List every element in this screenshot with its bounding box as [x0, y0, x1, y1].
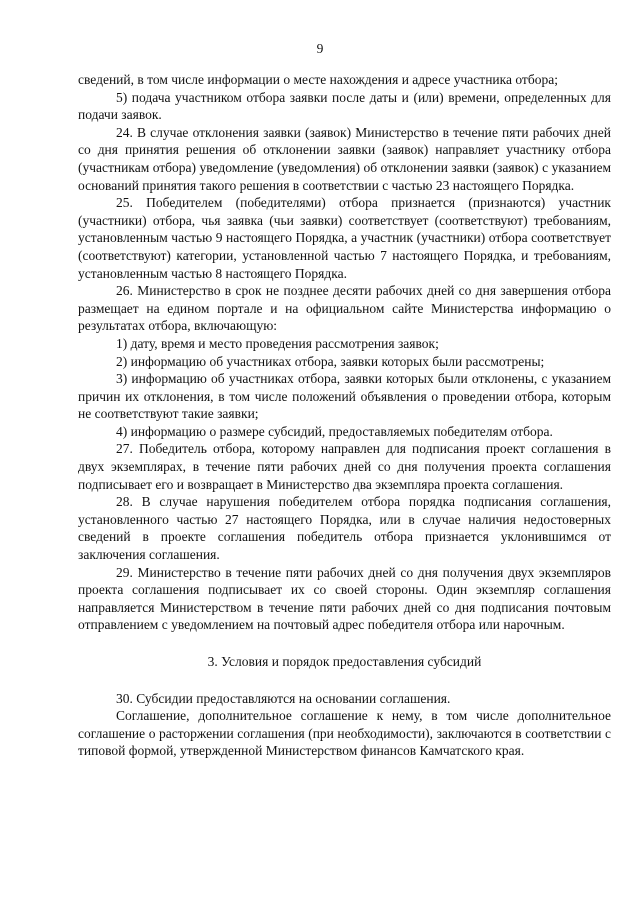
paragraph: 24. В случае отклонения заявки (заявок) Министерство в течение пяти рабочих дней со дня принятия решения об отклонении заявки (заявок) направляет участнику отбора (участникам отбора) уведомление (уведомления) об отклонении заявки (заявок) с указанием оснований принятия такого решения в соответствии с частью 23 настоящего Порядка.	[78, 124, 611, 193]
paragraph: 3) информацию об участниках отбора, заявки которых были отклонены, с указанием причин их отклонения, в том числе положений объявления о проведении отбора, которым не соответствуют такие заявки;	[78, 371, 611, 422]
section-heading: 3. Условия и порядок предоставления субсидий	[207, 654, 482, 669]
paragraph: 27. Победитель отбора, которому направлен для подписания проект соглашения в двух экземплярах, в течение пяти рабочих дней со дня получения проекта соглашения подписывает его и возвращает в Министерство два экземпляра проекта соглашения.	[78, 441, 611, 492]
paragraph: 28. В случае нарушения победителем отбора порядка подписания соглашения, установленного частью 27 настоящего Порядка, или в случае наличия недостоверных сведений в проекте соглашения победитель отбора признается уклонившимся от заключения соглашения.	[78, 494, 611, 563]
paragraph: 4) информацию о размере субсидий, предоставляемых победителям отбора.	[116, 423, 553, 439]
paragraph: 5) подача участником отбора заявки после даты и (или) времени, определенных для подачи заявок.	[78, 89, 611, 123]
paragraph: 26. Министерство в срок не позднее десяти рабочих дней со дня завершения отбора размещает на едином портале и на официальном сайте Министерства информацию о результатах отбора, включающую:	[78, 283, 611, 334]
paragraph: 29. Министерство в течение пяти рабочих дней со дня получения двух экземпляров проекта соглашения подписывает их со своей стороны. Один экземпляр соглашения направляется Министерством в течение пяти рабочих дней со дня подписания почтовым отправлением с уведомлением на почтовый адрес победителя отбора или нарочным.	[78, 564, 611, 633]
paragraph: 30. Субсидии предоставляются на основании соглашения.	[116, 690, 451, 706]
paragraph: 2) информацию об участниках отбора, заявки которых были рассмотрены;	[116, 353, 545, 369]
paragraph: 25. Победителем (победителями) отбора признается (признаются) участник (участники) отбора, чья заявка (чьи заявки) соответствует (соответствуют) требованиям, установленным частью 9 настоящего Порядка, а участник (участники) отбора соответствует (соответствуют) категории, установленной частью 7 настоящего Порядка, и требованиям, установленным частью 8 настоящего Порядка.	[78, 195, 611, 281]
page-number: 9	[316, 41, 324, 56]
paragraph: 1) дату, время и место проведения рассмотрения заявок;	[116, 335, 439, 351]
page-body	[78, 71, 611, 760]
paragraph: сведений, в том числе информации о месте нахождения и адресе участника отбора;	[78, 72, 558, 87]
paragraph: Соглашение, дополнительное соглашение к нему, в том числе дополнительное соглашение о расторжении соглашения (при необходимости), заключаются в соответствии с типовой формой, утвержденной Министерством финансов Камчатского края.	[78, 708, 611, 759]
